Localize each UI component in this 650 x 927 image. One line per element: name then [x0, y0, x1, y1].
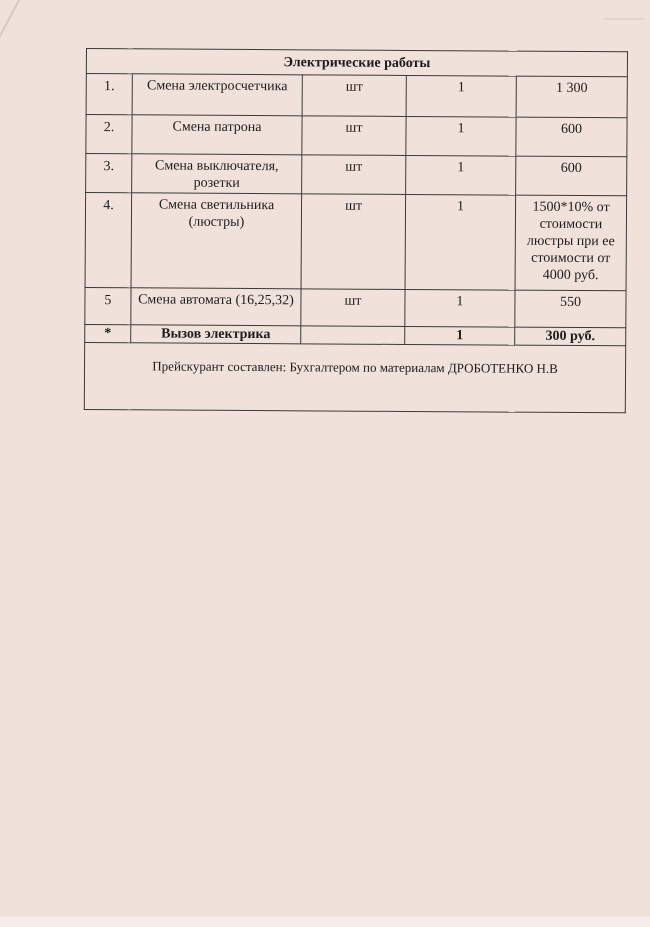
table-row [85, 193, 627, 291]
service-name: Смена выключателя, розетки [132, 154, 302, 194]
table-row [85, 287, 626, 327]
row-number: * [85, 324, 131, 342]
table-row [86, 74, 627, 118]
service-name: Вызов электрика [131, 325, 301, 344]
table-title-row [86, 49, 627, 77]
scan-artifact [604, 4, 644, 20]
quantity-cell: 1 [405, 289, 515, 327]
row-number: 2. [86, 115, 132, 154]
table-title: Электрические работы [86, 49, 627, 77]
scan-artifact [0, 0, 62, 60]
unit-cell [301, 326, 405, 345]
quantity-cell: 1 [405, 326, 515, 345]
row-number: 1. [86, 74, 132, 115]
compiled-by-note: Прейскурант составлен: Бухгалтером по материалам ДРОБОТЕНКО Н.В [84, 342, 625, 412]
quantity-cell: 1 [406, 155, 516, 195]
price-cell: 1500*10% от стоимости люстры при ее стоимости от 4000 руб. [515, 195, 627, 291]
row-number: 4. [85, 193, 132, 288]
unit-cell: шт [302, 75, 406, 117]
table-row [86, 154, 627, 196]
price-cell: 600 [516, 117, 627, 157]
service-name: Смена автомата (16,25,32) [131, 288, 301, 326]
unit-cell: шт [301, 194, 406, 290]
service-name: Смена патрона [132, 115, 302, 155]
row-number: 5 [85, 287, 131, 324]
price-cell: 550 [515, 290, 626, 328]
unit-cell: шт [301, 289, 405, 327]
unit-cell: шт [302, 155, 406, 195]
row-number: 3. [86, 154, 132, 193]
price-table [84, 48, 628, 413]
price-list [84, 48, 627, 413]
quantity-cell: 1 [405, 194, 516, 290]
price-cell: 600 [516, 156, 627, 196]
unit-cell: шт [302, 116, 406, 156]
scan-edge [0, 917, 650, 927]
service-name: Смена электросчетчика [132, 74, 302, 116]
quantity-cell: 1 [406, 75, 516, 117]
quantity-cell: 1 [406, 116, 516, 156]
footer-row [84, 342, 625, 412]
price-cell: 300 руб. [515, 327, 626, 346]
price-cell: 1 300 [516, 76, 627, 118]
table-row [86, 115, 627, 157]
service-name: Смена светильника (люстры) [131, 193, 302, 289]
